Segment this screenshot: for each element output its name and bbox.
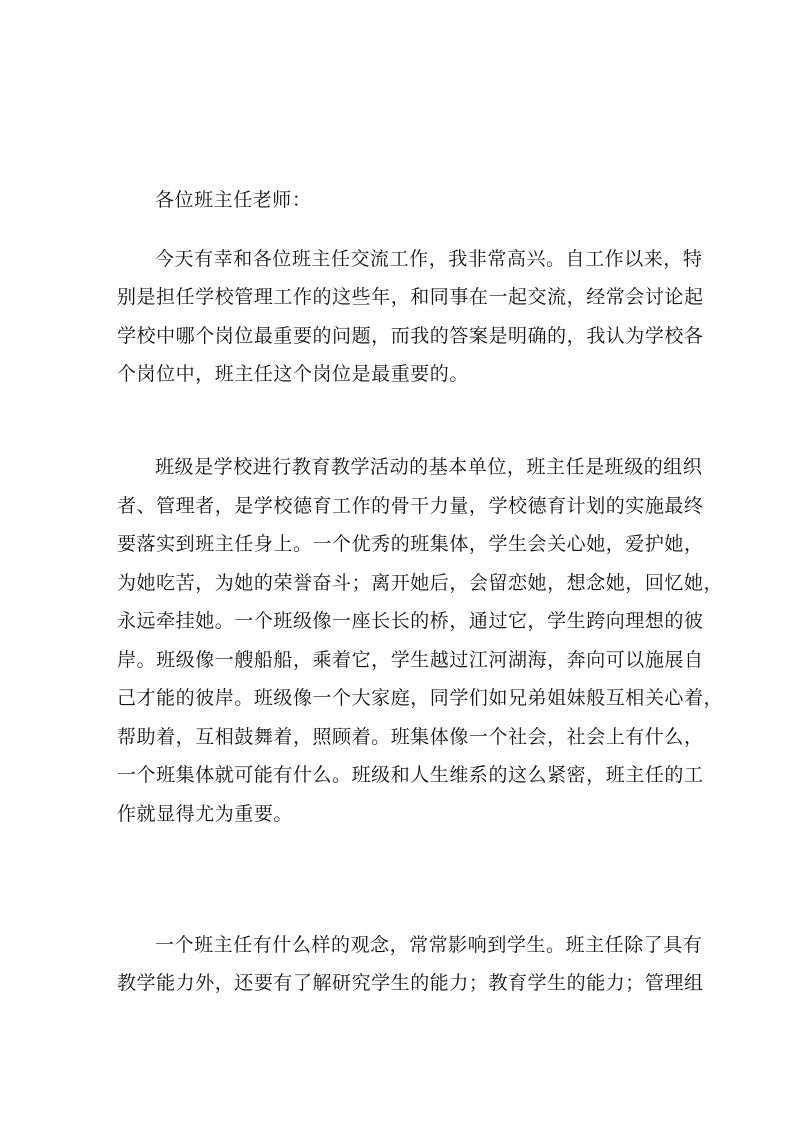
paragraph-line: 帮助着，互相鼓舞着，照顾着。班集体像一个社会，社会上有什么， xyxy=(117,726,704,748)
paragraph-line: 者、管理者，是学校德育工作的骨干力量，学校德育计划的实施最终 xyxy=(117,495,704,517)
paragraph-line: 要落实到班主任身上。一个优秀的班集体，学生会关心她，爱护她， xyxy=(117,533,704,555)
paragraph-line: 班级是学校进行教育教学活动的基本单位，班主任是班级的组织 xyxy=(155,456,703,478)
paragraph-line: 作就显得尤为重要。 xyxy=(117,803,293,825)
paragraph-line: 一个班集体就可能有什么。班级和人生维系的这么紧密，班主任的工 xyxy=(117,764,704,786)
paragraph-line: 永远牵挂她。一个班级像一座长长的桥，通过它，学生跨向理想的彼 xyxy=(117,610,704,632)
paragraph-line: 别是担任学校管理工作的这些年，和同事在一起交流，经常会讨论起 xyxy=(117,286,704,308)
paragraph-line: 为她吃苦，为她的荣誉奋斗；离开她后，会留恋她，想念她，回忆她， xyxy=(117,572,724,594)
paragraph-line: 个岗位中，班主任这个岗位是最重要的。 xyxy=(117,363,469,385)
paragraph-line: 学校中哪个岗位最重要的问题，而我的答案是明确的，我认为学校各 xyxy=(117,325,704,347)
salutation: 各位班主任老师： xyxy=(155,189,312,211)
paragraph-line: 己才能的彼岸。班级像一个大家庭，同学们如兄弟姐妹般互相关心着， xyxy=(117,687,724,709)
paragraph-line: 岸。班级像一艘船船，乘着它，学生越过江河湖海，奔向可以施展自 xyxy=(117,649,704,671)
paragraph-line: 教学能力外，还要有了解研究学生的能力；教育学生的能力；管理组 xyxy=(117,972,704,994)
paragraph-line: 一个班主任有什么样的观念，常常影响到学生。班主任除了具有 xyxy=(155,934,703,956)
paragraph-line: 今天有幸和各位班主任交流工作，我非常高兴。自工作以来，特 xyxy=(155,248,703,270)
